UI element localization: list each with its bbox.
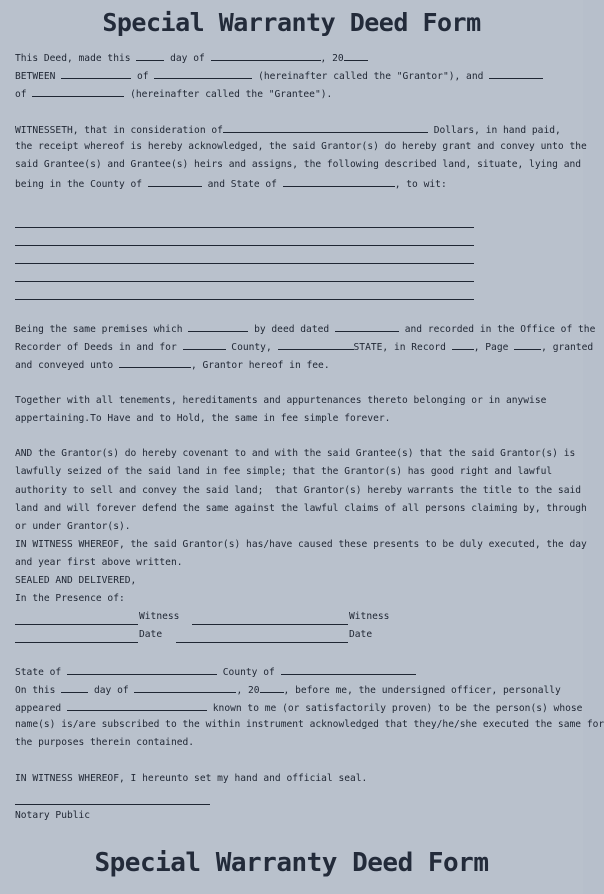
grantor-address-field[interactable] — [154, 68, 252, 79]
text: day of — [94, 685, 129, 696]
location-line — [15, 176, 447, 192]
text: , to wit: — [394, 179, 447, 190]
witness-signature-line-2[interactable] — [192, 624, 348, 625]
text-line: name(s) is/are subscribed to the within instrument acknowledged that they/he/she executed the same for — [15, 719, 604, 730]
text: , 20 — [320, 53, 344, 64]
text: known to me (or satisfactorily proven) to be the person(s) whose — [212, 703, 583, 714]
page-field[interactable] — [514, 339, 541, 350]
text: WITNESSETH, that in consideration of — [15, 125, 223, 136]
notary-year-field[interactable] — [260, 682, 284, 693]
land-description-line[interactable] — [15, 227, 474, 228]
text: and conveyed unto — [15, 360, 114, 371]
text-line: the purposes therein contained. — [15, 737, 195, 748]
county-field[interactable] — [148, 176, 202, 187]
text-line: or under Grantor(s). — [15, 521, 131, 532]
notary-county-field[interactable] — [281, 664, 416, 675]
text-line: SEALED AND DELIVERED, — [15, 575, 137, 586]
text: STATE, in Record — [353, 342, 446, 353]
year-field[interactable] — [344, 50, 368, 61]
grantee-address-field[interactable] — [32, 86, 124, 97]
witness-date-line-2[interactable] — [176, 642, 348, 643]
text-line: lawfully seized of the said land in fee simple; that the Grantor(s) has good right and lawful — [15, 466, 553, 477]
text-line: appertaining.To Have and to Hold, the same in fee simple forever. — [15, 413, 391, 424]
text: (hereinafter called the "Grantor"), and — [258, 71, 484, 82]
land-description-line[interactable] — [15, 245, 474, 246]
text: by deed dated — [254, 324, 330, 335]
text-line: said Grantee(s) and Grantee(s) heirs and assigns, the following described land, situate, lying and — [15, 159, 582, 170]
text: This Deed, made this — [15, 53, 131, 64]
text-line: authority to sell and convey the said land; that Grantor(s) hereby warrants the title to the said — [15, 485, 582, 496]
text: Dollars, in hand paid, — [433, 125, 561, 136]
date-label-2: Date — [349, 629, 373, 640]
appeared-line — [15, 700, 582, 716]
notary-signature-line[interactable] — [15, 804, 210, 805]
text: and State of — [207, 179, 277, 190]
notary-day-field[interactable] — [61, 682, 88, 693]
deed-date-field[interactable] — [335, 321, 399, 332]
text-line: land and will forever defend the same against the lawful claims of all persons claiming by, through — [15, 503, 587, 514]
text: , Page — [473, 342, 509, 353]
text: Being the same premises which — [15, 324, 183, 335]
recorder-state-field[interactable] — [278, 339, 354, 350]
text-line: In the Presence of: — [15, 593, 125, 604]
footer-title: Special Warranty Deed Form — [94, 848, 489, 878]
text: being in the County of — [15, 179, 143, 190]
day-field[interactable] — [136, 50, 164, 61]
text: , before me, the undersigned officer, personally — [283, 685, 561, 696]
premises-line — [15, 321, 595, 337]
witness-label-1: Witness — [139, 611, 180, 622]
text: County, — [231, 342, 272, 353]
text: Recorder of Deeds in and for — [15, 342, 177, 353]
land-description-line[interactable] — [15, 281, 474, 282]
recorder-line — [15, 339, 593, 355]
grantor-name-field[interactable] — [61, 68, 131, 79]
state-field[interactable] — [283, 176, 395, 187]
witness-label-2: Witness — [349, 611, 390, 622]
text: appeared — [15, 703, 62, 714]
witness-date-line-1[interactable] — [15, 642, 138, 643]
text-line: the receipt whereof is hereby acknowledged, the said Grantor(s) do hereby grant and convey unto the — [15, 141, 587, 152]
notary-state-field[interactable] — [67, 664, 217, 675]
text: State of — [15, 667, 62, 678]
text: County of — [222, 667, 275, 678]
text: , 20 — [236, 685, 260, 696]
grantee-name-field[interactable] — [489, 68, 543, 79]
text-line: and year first above written. — [15, 557, 183, 568]
grantee-line — [15, 86, 332, 102]
text: , granted — [541, 342, 594, 353]
recorder-county-field[interactable] — [183, 339, 226, 350]
month-field[interactable] — [211, 50, 321, 61]
text: (hereinafter called the "Grantee"). — [130, 89, 333, 100]
witness-signature-line-1[interactable] — [15, 624, 138, 625]
page-title: Special Warranty Deed Form — [102, 8, 481, 37]
notary-month-field[interactable] — [134, 682, 236, 693]
notary-date-line — [15, 682, 561, 698]
date-label-1: Date — [139, 629, 163, 640]
consideration-line — [15, 122, 561, 138]
land-description-line[interactable] — [15, 299, 474, 300]
notary-state-line — [15, 664, 416, 680]
text-line: Together with all tenements, hereditaments and appurtenances thereto belonging or in anywise — [15, 395, 547, 406]
land-description-line[interactable] — [15, 263, 474, 264]
notary-public-label: Notary Public — [15, 810, 91, 821]
deed-date-line — [15, 50, 368, 66]
consideration-amount-field[interactable] — [223, 122, 428, 133]
text: of — [137, 71, 149, 82]
appeared-name-field[interactable] — [67, 700, 207, 711]
conveyed-to-field[interactable] — [119, 357, 191, 368]
text: and recorded in the Office of the — [404, 324, 596, 335]
text-line: IN WITNESS WHEREOF, the said Grantor(s) has/have caused these presents to be duly executed, the day — [15, 539, 587, 550]
text-line: AND the Grantor(s) do hereby covenant to and with the said Grantee(s) that the said Grantor(s) is — [15, 448, 576, 459]
record-field[interactable] — [452, 339, 474, 350]
text: day of — [170, 53, 205, 64]
conveyed-line — [15, 357, 330, 373]
text-line: IN WITNESS WHEREOF, I hereunto set my hand and official seal. — [15, 773, 368, 784]
between-line — [15, 68, 543, 84]
text: BETWEEN — [15, 71, 56, 82]
text: of — [15, 89, 27, 100]
text: On this — [15, 685, 56, 696]
prior-grantor-field[interactable] — [188, 321, 248, 332]
text: , Grantor hereof in fee. — [190, 360, 330, 371]
